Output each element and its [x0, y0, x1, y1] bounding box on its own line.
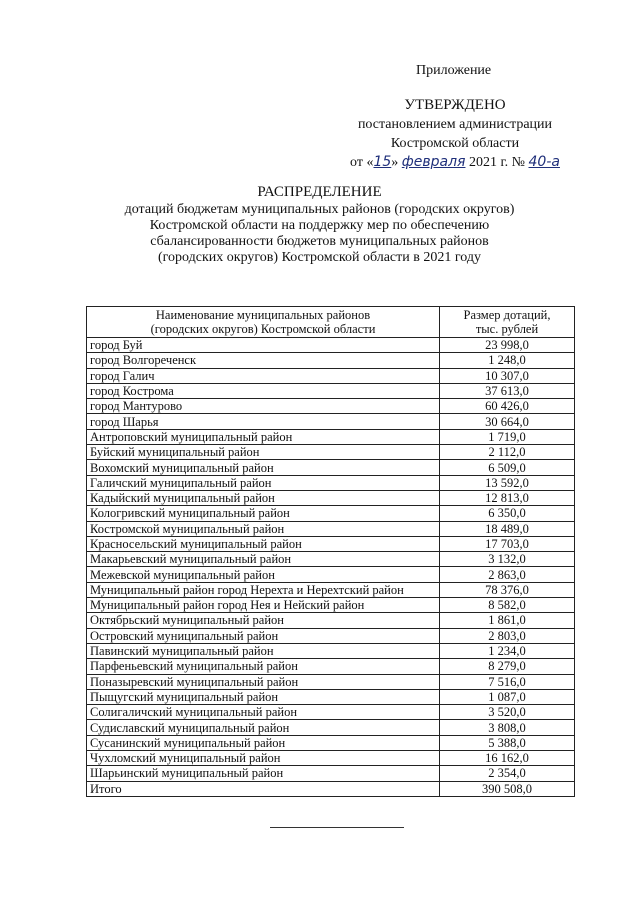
subsidy-amount-cell: 8 279,0: [440, 659, 575, 674]
subsidy-amount-cell: 2 354,0: [440, 766, 575, 781]
district-name-cell: Галичский муниципальный район: [87, 475, 440, 490]
district-name-cell: Шарьинский муниципальный район: [87, 766, 440, 781]
table-row: [87, 506, 575, 521]
table-row: [87, 353, 575, 368]
table-row: [87, 643, 575, 658]
subsidy-amount-cell: 390 508,0: [440, 781, 575, 796]
subsidy-amount-cell: 2 112,0: [440, 445, 575, 460]
appendix-label: Приложение: [416, 63, 492, 78]
column-header-amount: Размер дотаций, тыс. рублей: [440, 307, 575, 338]
table-row: [87, 766, 575, 781]
table-row: [87, 414, 575, 429]
subsidy-amount-cell: 8 582,0: [440, 598, 575, 613]
district-name-cell: город Волгореченск: [87, 353, 440, 368]
district-name-cell: город Кострома: [87, 383, 440, 398]
table-row: [87, 628, 575, 643]
subsidy-amount-cell: 78 376,0: [440, 582, 575, 597]
subsidy-amount-cell: 2 803,0: [440, 628, 575, 643]
table-row: [87, 383, 575, 398]
table-header-row: [87, 307, 575, 338]
subsidy-amount-cell: 10 307,0: [440, 368, 575, 383]
district-name-cell: город Мантурово: [87, 399, 440, 414]
district-name-cell: Межевской муниципальный район: [87, 567, 440, 582]
subsidy-amount-cell: 6 350,0: [440, 506, 575, 521]
subsidy-amount-cell: 60 426,0: [440, 399, 575, 414]
district-name-cell: Буйский муниципальный район: [87, 445, 440, 460]
table-row: [87, 781, 575, 796]
table-row: [87, 613, 575, 628]
table-row: [87, 399, 575, 414]
district-name-cell: Красносельский муниципальный район: [87, 536, 440, 551]
table-row: [87, 460, 575, 475]
signature-line: [270, 827, 404, 828]
subsidy-amount-cell: 1 719,0: [440, 429, 575, 444]
subsidy-amount-cell: 37 613,0: [440, 383, 575, 398]
district-name-cell: Антроповский муниципальный район: [87, 429, 440, 444]
table-row: [87, 720, 575, 735]
district-name-cell: Вохомский муниципальный район: [87, 460, 440, 475]
district-name-cell: Муниципальный район город Нея и Нейский район: [87, 598, 440, 613]
subsidy-amount-cell: 23 998,0: [440, 338, 575, 353]
district-name-cell: Солигаличский муниципальный район: [87, 705, 440, 720]
approval-heading: УТВЕРЖДЕНО: [404, 97, 506, 113]
district-name-cell: Поназыревский муниципальный район: [87, 674, 440, 689]
table-row: [87, 659, 575, 674]
subsidy-amount-cell: 3 520,0: [440, 705, 575, 720]
district-name-cell: Судиславский муниципальный район: [87, 720, 440, 735]
approval-line-2: Костромской области: [390, 136, 520, 151]
subsidy-amount-cell: 3 132,0: [440, 552, 575, 567]
table-row: [87, 368, 575, 383]
subsidy-amount-cell: 18 489,0: [440, 521, 575, 536]
subsidy-amount-cell: 1 248,0: [440, 353, 575, 368]
table-row: [87, 338, 575, 353]
subsidy-amount-cell: 16 162,0: [440, 751, 575, 766]
subsidy-amount-cell: 1 234,0: [440, 643, 575, 658]
approval-date: [300, 153, 610, 172]
table-body: [87, 338, 575, 797]
table-row: [87, 536, 575, 551]
district-name-cell: Парфеньевский муниципальный район: [87, 659, 440, 674]
district-name-cell: город Шарья: [87, 414, 440, 429]
district-name-cell: Чухломский муниципальный район: [87, 751, 440, 766]
subsidy-amount-cell: 7 516,0: [440, 674, 575, 689]
approval-line-1: постановлением администрации: [357, 117, 553, 132]
district-name-cell: город Буй: [87, 338, 440, 353]
table-row: [87, 735, 575, 750]
subsidy-amount-cell: 17 703,0: [440, 536, 575, 551]
district-name-cell: Павинский муниципальный район: [87, 643, 440, 658]
district-name-cell: город Галич: [87, 368, 440, 383]
district-name-cell: Кологривский муниципальный район: [87, 506, 440, 521]
table-row: [87, 705, 575, 720]
district-name-cell: Костромской муниципальный район: [87, 521, 440, 536]
table-row: [87, 567, 575, 582]
subsidy-amount-cell: 6 509,0: [440, 460, 575, 475]
table-row: [87, 475, 575, 490]
district-name-cell: Макарьевский муниципальный район: [87, 552, 440, 567]
table-row: [87, 751, 575, 766]
table-row: [87, 582, 575, 597]
decree-number-handwritten: 40-а: [528, 154, 560, 170]
table-row: [87, 674, 575, 689]
table-row: [87, 521, 575, 536]
district-name-cell: Островский муниципальный район: [87, 628, 440, 643]
subsidy-amount-cell: 30 664,0: [440, 414, 575, 429]
table-row: [87, 445, 575, 460]
date-day-handwritten: 15: [373, 154, 392, 170]
date-prefix: от «: [350, 155, 374, 170]
table-row: [87, 689, 575, 704]
title-line: Костромской области на поддержку мер по обеспечению: [149, 218, 490, 233]
table-row: [87, 429, 575, 444]
district-name-cell: Кадыйский муниципальный район: [87, 490, 440, 505]
subsidies-table: [86, 306, 575, 797]
table-row: [87, 552, 575, 567]
subsidy-amount-cell: 5 388,0: [440, 735, 575, 750]
district-name-cell: Сусанинский муниципальный район: [87, 735, 440, 750]
title-line: (городских округов) Костромской области в 2021 году: [158, 250, 481, 265]
district-name-cell: Пыщугский муниципальный район: [87, 689, 440, 704]
table-row: [87, 598, 575, 613]
approval-block: [300, 96, 610, 172]
title-line: сбалансированности бюджетов муниципальных районов: [150, 234, 489, 249]
date-year: 2021 г. №: [468, 155, 525, 170]
date-month-handwritten: февраля: [401, 154, 466, 170]
column-header-name: Наименование муниципальных районов (городских округов) Костромской области: [87, 307, 440, 338]
district-name-cell: Муниципальный район город Нерехта и Нерехтский район: [87, 582, 440, 597]
subsidy-amount-cell: 13 592,0: [440, 475, 575, 490]
district-name-cell: Октябрьский муниципальный район: [87, 613, 440, 628]
district-name-cell: Итого: [87, 781, 440, 796]
subsidy-amount-cell: 3 808,0: [440, 720, 575, 735]
subsidy-amount-cell: 1 087,0: [440, 689, 575, 704]
subsidy-amount-cell: 12 813,0: [440, 490, 575, 505]
title-line: дотаций бюджетам муниципальных районов (городских округов): [124, 202, 515, 217]
title-heading: РАСПРЕДЕЛЕНИЕ: [257, 184, 382, 200]
subsidy-amount-cell: 2 863,0: [440, 567, 575, 582]
subsidy-amount-cell: 1 861,0: [440, 613, 575, 628]
date-mid: »: [391, 155, 399, 170]
document-title: [0, 184, 639, 266]
table-row: [87, 490, 575, 505]
